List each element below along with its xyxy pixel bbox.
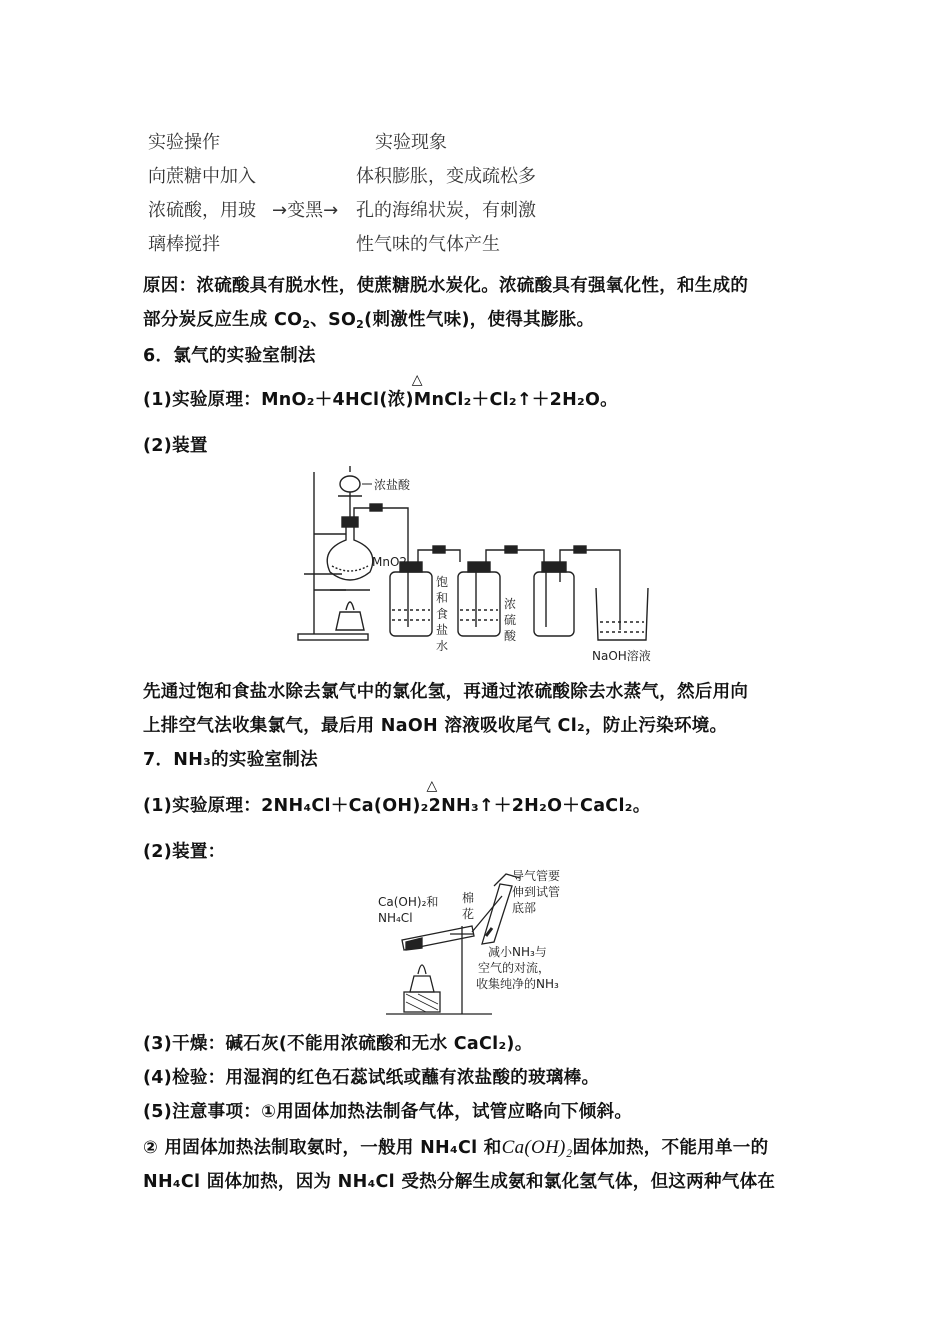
arrow-right-icon: → [272,200,288,221]
label-mno2: MnO2 [372,555,408,569]
s7-note-2-cont: NH₄Cl 固体加热，因为 NH₄Cl 受热分解生成氨和氯化氢气体，但这两种气体在 [143,1172,776,1192]
label-note-1: 减小NH₃与 [488,945,547,959]
label-bottle2 [504,597,517,643]
table-header-phenomenon: 实验现象 [375,132,447,153]
svg-text:食: 食 [436,607,449,621]
s6-apparatus-label: (2)装置 [143,436,208,456]
label-note-3: 收集纯净的NH₃ [476,977,559,991]
svg-text:盐: 盐 [436,623,449,637]
op-line-1: 向蔗糖中加入 [148,166,256,187]
label-reagent-2: NH₄Cl [378,911,413,925]
table-header-operation: 实验操作 [148,132,220,153]
ph-line-2: 孔的海绵状炭，有刺激 [356,200,536,221]
op-line-2: 浓硫酸，用玻 [148,200,256,221]
arrow-label: 变黑 [287,200,324,221]
section-6-title: 6．氯气的实验室制法 [143,346,316,366]
chlorine-apparatus-figure [290,462,660,670]
heat-triangle-icon: △ [426,778,438,794]
s7-note-2: ② 用固体加热法制取氨时，一般用 NH₄Cl 和Ca(OH)₂固体加热，不能用单一的 [143,1137,769,1158]
s7-testing: (4)检验：用湿润的红色石蕊试纸或蘸有浓盐酸的玻璃棒。 [143,1068,600,1088]
label-tube-2: 伸到试管 [512,885,561,899]
label-tube-3: 底部 [512,901,537,915]
heat-triangle-icon: △ [411,372,423,388]
label-naoh: NaOH溶液 [592,649,651,663]
s6-desc-line-1: 先通过饱和食盐水除去氯气中的氯化氢，再通过浓硫酸除去水蒸气，然后用向 [143,682,749,702]
label-note-2: 空气的对流， [478,961,551,975]
svg-text:和: 和 [436,591,449,605]
label-cotton-1: 棉 [462,891,475,905]
svg-text:饱: 饱 [436,575,449,589]
label-cotton-2: 花 [462,907,475,921]
ph-line-1: 体积膨胀，变成疏松多 [356,166,536,187]
s7-drying: (3)干燥：碱石灰(不能用浓硫酸和无水 CaCl₂)。 [143,1034,533,1054]
ammonia-apparatus-figure [376,866,576,1022]
label-tube-1: 导气管要 [512,869,561,883]
s7-notes: (5)注意事项：①用固体加热法制备气体，试管应略向下倾斜。 [143,1102,633,1122]
op-line-3: 璃棒搅拌 [148,234,220,255]
s7-principle: (1)实验原理：2NH₄Cl＋Ca(OH)₂ △ 2NH₃↑＋2H₂O＋CaCl₂。 [143,778,651,816]
section-7-title: 7．NH₃的实验室制法 [143,750,318,770]
svg-text:水: 水 [436,639,449,653]
reason-line-1: 原因：浓硫酸具有脱水性，使蔗糖脱水炭化。浓硫酸具有强氧化性，和生成的 [143,276,749,296]
label-reagent-1: Ca(OH)₂和 [378,895,439,909]
label-bottle1 [436,574,448,653]
formula-caoh2: Ca(OH)₂ [501,1137,573,1158]
arrow-sequence [272,196,338,222]
svg-text:酸: 酸 [504,629,517,643]
s6-desc-line-2: 上排空气法收集氯气，最后用 NaOH 溶液吸收尾气 Cl₂，防止污染环境。 [143,716,728,736]
reason-line-2: 部分炭反应生成 $CO_2$、$SO_2$(刺激性气味)，使得其膨胀。 [143,310,595,331]
arrow-right-icon: → [323,200,339,221]
label-hcl: 浓盐酸 [374,478,411,492]
svg-text:硫: 硫 [504,613,517,627]
ph-line-3: 性气味的气体产生 [356,234,500,255]
svg-text:浓: 浓 [504,597,517,611]
s6-principle: (1)实验原理：MnO₂＋4HCl(浓) △ MnCl₂＋Cl₂↑＋2H₂O。 [143,372,618,410]
s7-apparatus-label: (2)装置： [143,842,226,862]
